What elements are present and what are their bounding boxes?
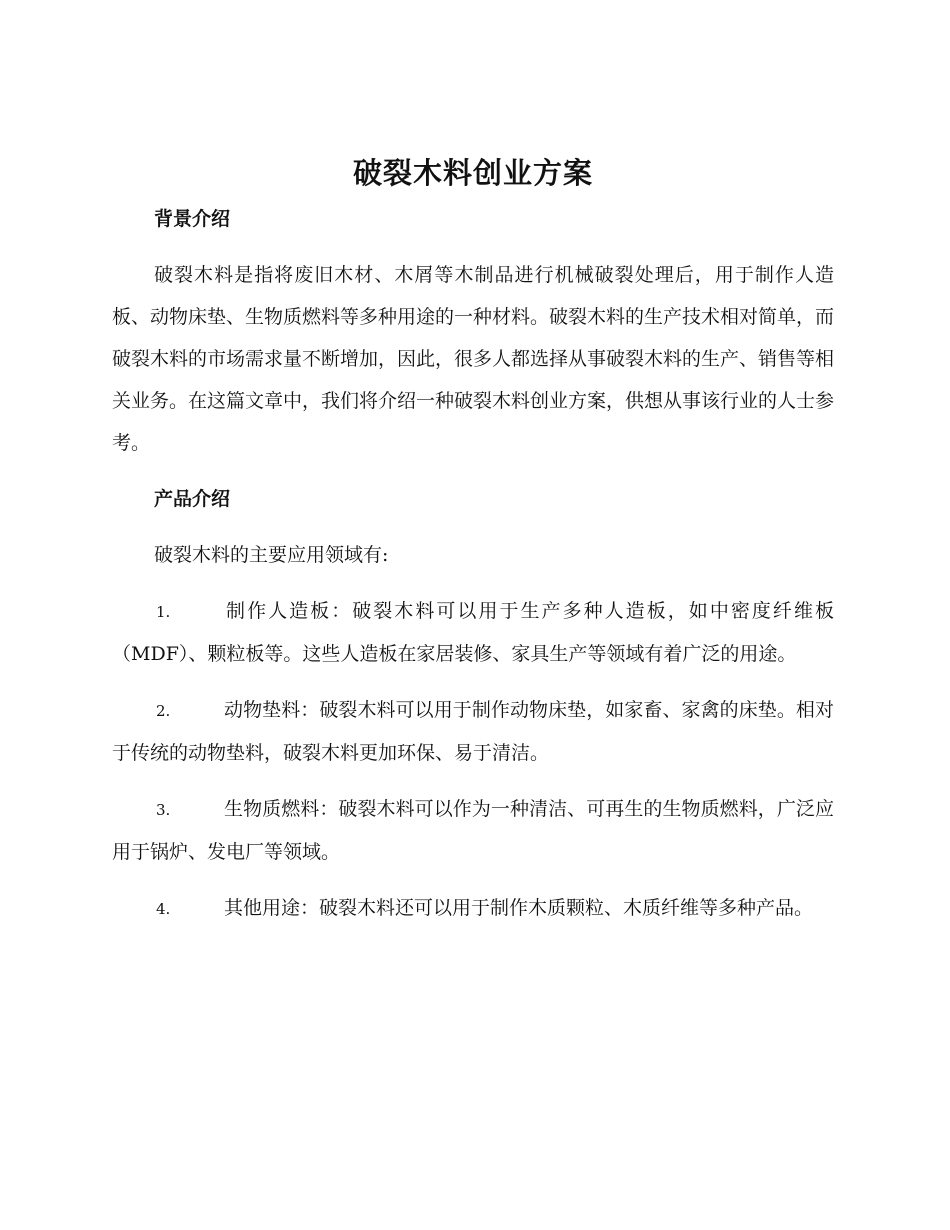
list-number: 2. <box>156 702 171 720</box>
list-text: 其他用途：破裂木料还可以用于制作木质颗粒、木质纤维等多种产品。 <box>224 897 814 919</box>
section-heading-product: 产品介绍 <box>154 488 231 510</box>
list-text: 生物质燃料：破裂木料可以作为一种清洁、可再生的生物质燃料，广泛应用于锅炉、发电厂等领域。 <box>112 798 834 863</box>
section-heading-background: 背景介绍 <box>154 208 231 230</box>
page-title: 破裂木料创业方案 <box>352 156 593 190</box>
list-item <box>112 689 834 774</box>
background-paragraph: 破裂木料是指将废旧木材、木屑等木制品进行机械破裂处理后，用于制作人造板、动物床垫、生物质燃料等多种用途的一种材料。破裂木料的生产技术相对简单，而破裂木料的市场需求量不断增加，因此，很多人都选择从事破裂木料的生产、销售等相关业务。在这篇文章中，我们将介绍一种破裂木料创业方案，供想从事该行业的人士参考。 <box>112 264 835 454</box>
list-number: 3. <box>156 801 171 819</box>
product-intro-paragraph: 破裂木料的主要应用领域有: <box>154 544 389 566</box>
list-item <box>112 788 834 873</box>
list-number: 4. <box>156 900 171 918</box>
list-item <box>112 887 834 930</box>
list-item <box>112 590 834 675</box>
list-text: 制作人造板：破裂木料可以用于生产多种人造板，如中密度纤维板（MDF）、颗粒板等。这些人造板在家居装修、家具生产等领域有着广泛的用途。 <box>112 600 834 665</box>
list-text: 动物垫料：破裂木料可以用于制作动物床垫，如家畜、家禽的床垫。相对于传统的动物垫料，破裂木料更加环保、易于清洁。 <box>112 699 834 764</box>
document-page <box>112 148 834 930</box>
list-number: 1. <box>156 603 171 621</box>
